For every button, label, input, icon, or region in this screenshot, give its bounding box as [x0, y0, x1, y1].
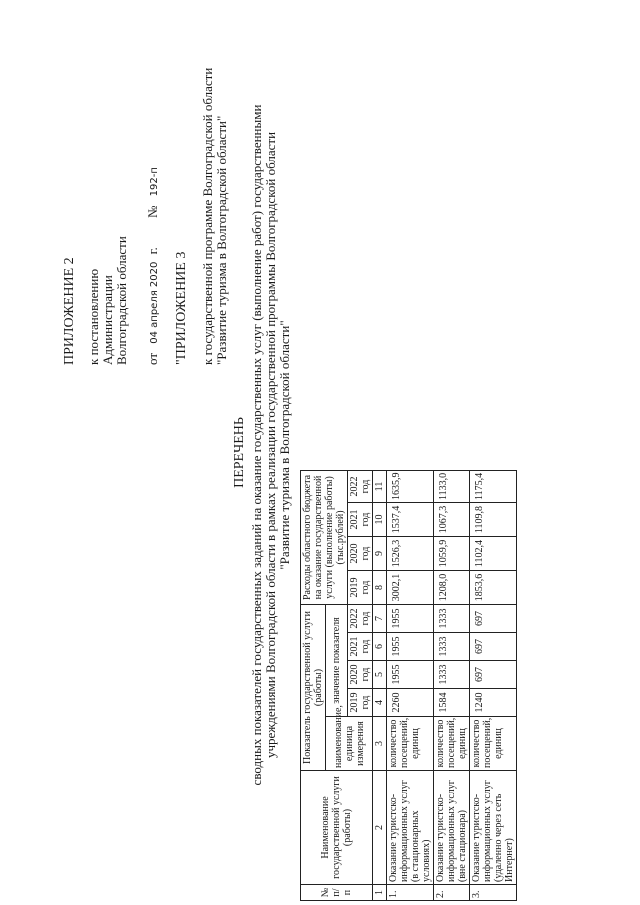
service-name: Оказание туристско-информационных услуг (вне стационара): [434, 771, 470, 885]
appendix3-line-1: к государственной программе Волгоградской области: [200, 67, 215, 365]
header-year: 2021 год: [348, 503, 373, 537]
column-number: 9: [373, 537, 387, 571]
indicator-value: 1955: [387, 661, 434, 689]
column-number: 2: [373, 771, 387, 885]
column-number: 4: [373, 689, 387, 717]
number-prefix: №: [145, 205, 160, 218]
column-number: 11: [373, 470, 387, 502]
budget-value: 1109,8: [470, 503, 517, 537]
header-year: 2019 год: [348, 689, 373, 717]
indicator-value: 697: [470, 605, 517, 633]
appendix-label: ПРИЛОЖЕНИЕ 2: [62, 257, 77, 365]
table-row: [387, 470, 434, 900]
header-indicator: Показатель государственной услуги (работы): [301, 605, 326, 771]
header-row-1: [301, 470, 326, 900]
row-number: 3.: [470, 885, 517, 901]
column-number: 6: [373, 633, 387, 661]
column-number: 1: [373, 885, 387, 901]
decree-date-line: [145, 167, 162, 365]
budget-value: 3002,1: [387, 571, 434, 605]
document-title: ПЕРЕЧЕНЬ: [232, 417, 247, 488]
header-year: 2020 год: [348, 537, 373, 571]
column-number: 5: [373, 661, 387, 689]
indicator-value: 1240: [470, 689, 517, 717]
budget-value: 1526,3: [387, 537, 434, 571]
header-year: 2022 год: [348, 605, 373, 633]
column-number-row: [373, 470, 387, 900]
row-number: 1.: [387, 885, 434, 901]
indicator-unit: количество посещений, единиц: [434, 717, 470, 771]
budget-value: 1635,9: [387, 470, 434, 502]
budget-value: 1175,4: [470, 470, 517, 502]
header-num: № п/п: [301, 885, 373, 901]
services-table: [300, 470, 517, 901]
indicator-value: 1333: [434, 661, 470, 689]
document-description: [250, 55, 292, 835]
header-year: 2021 год: [348, 633, 373, 661]
indicator-unit: количество посещений, единиц: [387, 717, 434, 771]
indicator-value: 1584: [434, 689, 470, 717]
header-unit: наименование, единица измерения: [326, 717, 373, 771]
header-year: 2019 год: [348, 571, 373, 605]
column-number: 8: [373, 571, 387, 605]
indicator-value: 1333: [434, 605, 470, 633]
header-budget: Расходы областного бюджета на оказание государственной услуги (выполнение работы) (тыс.рублей): [301, 470, 348, 604]
indicator-value: 2260: [387, 689, 434, 717]
row-number: 2.: [434, 885, 470, 901]
service-name: Оказание туристско-информационных услуг (удаленно через сеть Интернет): [470, 771, 517, 885]
appendix-line-1: к постановлению: [86, 268, 101, 365]
budget-value: 1853,6: [470, 571, 517, 605]
budget-value: 1208,0: [434, 571, 470, 605]
indicator-value: 697: [470, 633, 517, 661]
column-number: 3: [373, 717, 387, 771]
date-value: 04 апреля 2020: [149, 261, 160, 344]
description-line-3: "Развитие туризма в Волгоградской области": [277, 320, 292, 570]
appendix-line-2: Администрации: [100, 275, 115, 365]
indicator-value: 1955: [387, 605, 434, 633]
budget-value: 1133,0: [434, 470, 470, 502]
header-year: 2020 год: [348, 661, 373, 689]
date-prefix: от: [145, 352, 160, 365]
indicator-unit: количество посещений, единиц: [470, 717, 517, 771]
appendix-line-3: Волгоградской области: [114, 236, 129, 365]
header-service: Наименование государственной услуги (работы): [301, 771, 373, 885]
header-year: 2022 год: [348, 470, 373, 502]
description-line-1: сводных показателей государственных заданий на оказание государственных услуг (выполнение работ) государственными: [249, 104, 264, 786]
budget-value: 1067,3: [434, 503, 470, 537]
indicator-value: 1955: [387, 633, 434, 661]
number-value: 192-п: [149, 167, 160, 197]
indicator-value: 697: [470, 661, 517, 689]
budget-value: 1537,4: [387, 503, 434, 537]
service-name: Оказание туристско-информационных услуг (в стационарных условиях): [387, 771, 434, 885]
header-values: значение показателя: [326, 605, 348, 717]
table-row: [470, 470, 517, 900]
column-number: 10: [373, 503, 387, 537]
column-number: 7: [373, 605, 387, 633]
budget-value: 1102,4: [470, 537, 517, 571]
budget-value: 1059,9: [434, 537, 470, 571]
description-line-2: учреждениями Волгоградской области в рамках реализации государственной программы Волгоградской области: [263, 131, 278, 759]
date-suffix: г.: [145, 247, 160, 255]
appendix3-line-2: "Развитие туризма в Волгоградской области": [214, 115, 229, 365]
indicator-value: 1333: [434, 633, 470, 661]
appendix3-label: "ПРИЛОЖЕНИЕ 3: [174, 251, 189, 365]
table-row: [434, 470, 470, 900]
